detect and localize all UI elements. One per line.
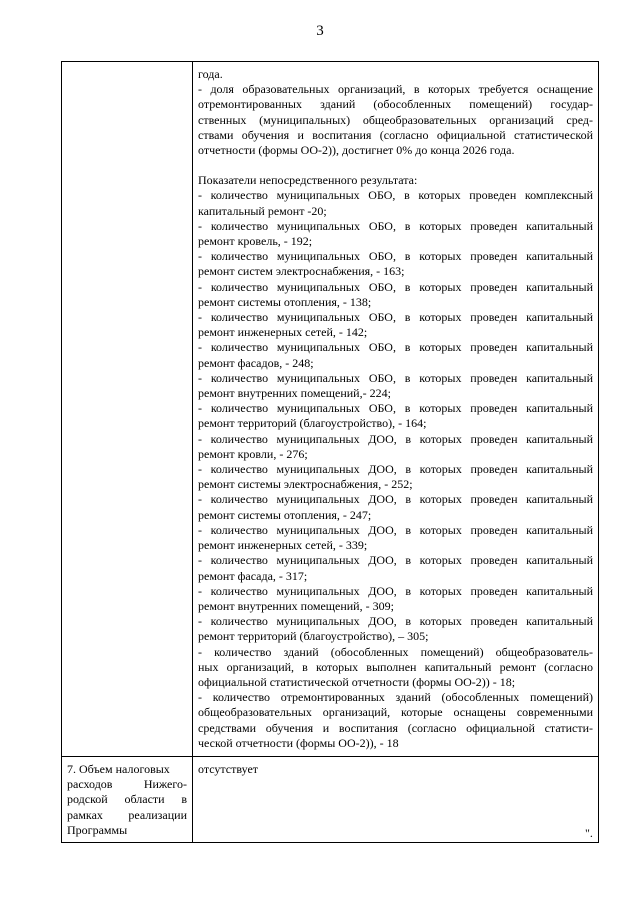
table-row [62, 756, 599, 842]
text-line: - количество муниципальных ОБО, в которых проведен капитальный [198, 279, 593, 294]
direct-results-paragraph [198, 173, 593, 751]
text-line: Показатели непосредственного результата: [198, 173, 418, 188]
text-line: - количество муниципальных ДОО, в которых проведен капитальный [198, 522, 593, 537]
text-line: отчетности (формы ОО-2)), достигнет 0% до конца 2026 года. [198, 143, 515, 158]
text-line: Программы [67, 822, 128, 837]
text-line: - количество муниципальных ОБО, в которых проведен комплексный [198, 188, 593, 203]
text-line: - количество зданий (обособленных помещений) общеобразователь- [198, 644, 593, 659]
text-line: ственных (муниципальных) общеобразовательных организаций сред- [198, 112, 593, 127]
text-line: капитальный ремонт -20; [198, 203, 327, 218]
text-line: ремонт системы отопления, - 138; [198, 294, 372, 309]
page-number: 3 [316, 23, 324, 39]
row-label-cell [62, 756, 193, 842]
row-label-cell [62, 62, 193, 757]
text-line: расходов Нижего- [67, 777, 187, 792]
tax-expenses-value: отсутствует [198, 761, 259, 776]
text-line: - количество муниципальных ДОО, в которых проведен капитальный [198, 462, 593, 477]
text-line: средствами обучения и воспитания (согласно официальной статисти- [198, 720, 593, 735]
text-line: ремонт внутренних помещений, - 309; [198, 598, 394, 613]
text-line: ремонт территорий (благоустройство), – 305; [198, 629, 429, 644]
text-line: - количество муниципальных ОБО, в которых проведен капитальный [198, 218, 593, 233]
text-line: родской области в [67, 792, 187, 807]
row-content-cell [193, 62, 599, 757]
text-line: ремонт системы электроснабжения, - 252; [198, 477, 413, 492]
text-line: ствами обучения и воспитания (согласно официальной статистической [198, 127, 593, 142]
text-line: года. [198, 67, 223, 81]
text-line: - доля образовательных организаций, в которых требуется оснащение [198, 82, 593, 97]
text-line: ремонт инженерных сетей, - 339; [198, 538, 368, 553]
tax-expenses-label [67, 762, 187, 838]
closing-mark: ". [585, 826, 593, 840]
text-line: ремонт системы отопления, - 247; [198, 507, 372, 522]
text-line: ремонт внутренних помещений,- 224; [198, 386, 391, 401]
text-line: ческой отчетности (формы ОО-2)), - 18 [198, 735, 399, 750]
text-line: - количество муниципальных ОБО, в которых проведен капитальный [198, 340, 593, 355]
text-line: - количество муниципальных ОБО, в которых проведен капитальный [198, 370, 593, 385]
results-paragraph [198, 67, 593, 158]
text-line: ремонт инженерных сетей, - 142; [198, 325, 368, 340]
text-line: - количество муниципальных ОБО, в которых проведен капитальный [198, 249, 593, 264]
text-line: - количество муниципальных ДОО, в которых проведен капитальный [198, 553, 593, 568]
text-line: ремонт территорий (благоустройство), - 164; [198, 416, 427, 431]
text-line: - количество муниципальных ОБО, в которых проведен капитальный [198, 310, 593, 325]
text-line: ремонт кровель, - 192; [198, 234, 313, 249]
text-line: ремонт фасадов, - 248; [198, 355, 314, 370]
text-line: - количество отремонтированных зданий (обособленных помещений) [198, 690, 593, 705]
row-content-cell [193, 756, 599, 842]
text-line: ремонт систем электроснабжения, - 163; [198, 264, 405, 279]
text-line: отремонтированных зданий (обособленных помещений) государ- [198, 97, 593, 112]
text-line: ремонт фасада, - 317; [198, 568, 308, 583]
table-row [62, 62, 599, 757]
text-line: ных организаций, в которых выполнен капитальный ремонт (согласно [198, 659, 593, 674]
text-line: - количество муниципальных ДОО, в которых проведен капитальный [198, 492, 593, 507]
program-passport-table [61, 61, 599, 843]
text-line: общеобразовательных организаций, которые оснащены современными [198, 705, 593, 720]
text-line: - количество муниципальных ДОО, в которых проведен капитальный [198, 431, 593, 446]
text-line: официальной статистической отчетности (формы ОО-2)) - 18; [198, 674, 516, 689]
text-line: - количество муниципальных ДОО, в которых проведен капитальный [198, 583, 593, 598]
text-line: 7. Объем налоговых [67, 761, 170, 776]
text-line: - количество муниципальных ДОО, в которых проведен капитальный [198, 614, 593, 629]
text-line: ремонт кровли, - 276; [198, 446, 308, 461]
text-line: рамках реализации [67, 807, 187, 822]
text-line: - количество муниципальных ОБО, в которых проведен капитальный [198, 401, 593, 416]
